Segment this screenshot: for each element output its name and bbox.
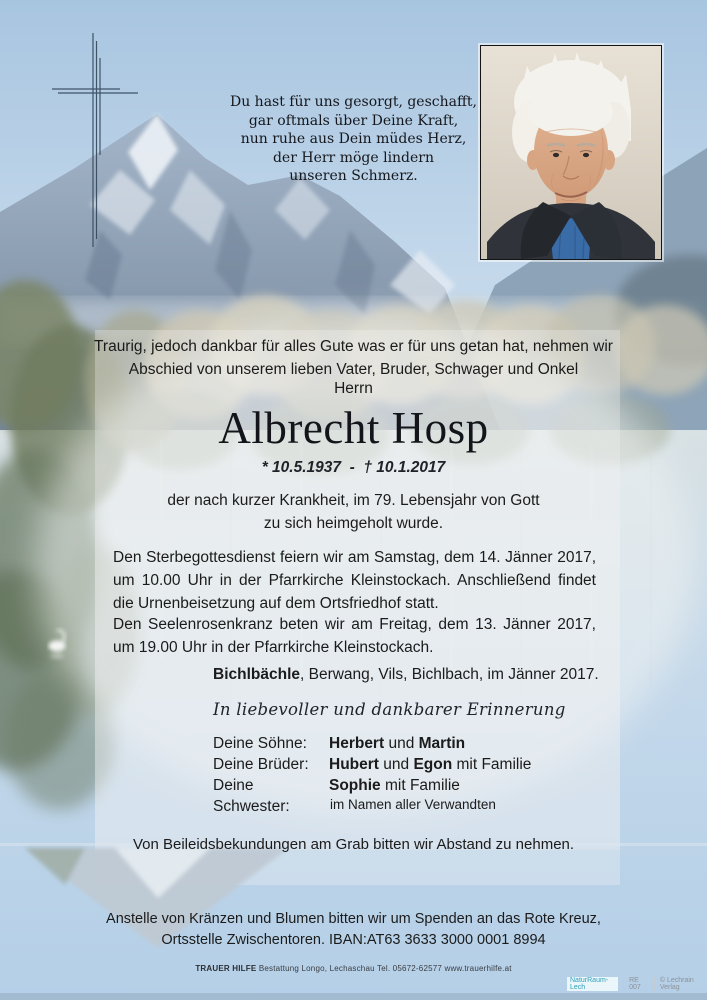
rosary-paragraph: Den Seelenrosenkranz beten wir am Freitag, dem 13. Jänner 2017, um 19.00 Uhr in der Pfarrkirche Kleinstockach. (113, 616, 596, 656)
poem-line: Du hast für uns gesorgt, geschafft, (229, 94, 478, 110)
place-date-line (213, 666, 599, 684)
family-name: Martin (418, 735, 466, 752)
family-closing: im Namen aller Verwandten (330, 797, 496, 812)
family-name: Egon (413, 756, 453, 773)
family-suffix: mit Familie (380, 777, 460, 794)
donation-line-2: Ortsstelle Zwischentoren. IBAN:AT63 3633 3000 0001 8994 (161, 931, 546, 948)
funeral-home-footer (0, 964, 707, 973)
poem-line: unseren Schmerz. (289, 168, 418, 184)
family-label: Deine Schwester: (213, 777, 290, 815)
family-row (213, 754, 531, 775)
publisher-imprint (567, 977, 707, 991)
imprint-copyright: © Lechrain Verlag (654, 977, 707, 991)
family-conjunction: und (378, 756, 414, 773)
poem-line: der Herr möge lindern (272, 149, 435, 166)
family-label: Deine Brüder: (213, 756, 309, 773)
family-name: Hubert (329, 756, 379, 773)
passing-line-1: der nach kurzer Krankheit, im 79. Lebensjahr von Gott (167, 492, 540, 509)
imprint-code: RE 007 (623, 977, 649, 991)
family-label: Deine Söhne: (213, 735, 307, 752)
imprint-series: NaturRaum-Lech (567, 977, 618, 991)
intro-line-2: Abschied von unserem lieben Vater, Bruder, Schwager und Onkel (128, 360, 579, 378)
family-suffix: mit Familie (452, 756, 532, 773)
poem-line: nun ruhe aus Dein müdes Herz, (240, 131, 467, 147)
family-names (329, 754, 531, 775)
passing-text (0, 490, 707, 535)
salutation: Herrn (334, 380, 373, 397)
place-name: Bichlbächle (213, 666, 300, 683)
family-name: Herbert (329, 735, 385, 752)
funeral-home-brand: TRAUER HILFE (195, 964, 257, 973)
family-name: Sophie (329, 777, 381, 794)
family-conjunction: und (384, 735, 419, 752)
family-names (329, 733, 465, 754)
donation-line-1: Anstelle von Kränzen und Blumen bitten wir um Spenden an das Rote Kreuz, (106, 911, 601, 927)
intro-text (0, 336, 707, 381)
condolence-note: Von Beileidsbekundungen am Grab bitten wir Abstand zu nehmen. (132, 836, 575, 853)
life-dates: * 10.5.1937 - † 10.1.2017 (261, 459, 446, 476)
poem (0, 93, 707, 186)
service-paragraph: Den Sterbegottesdienst feiern wir am Samstag, dem 14. Jänner 2017, um 10.00 Uhr in der Pfarrkirche Kleinstockach. Anschließend findet die Urnenbeisetzung auf dem Ortsfriedhof statt. (113, 549, 596, 612)
family-row (213, 733, 531, 754)
intro-line-1: Traurig, jedoch dankbar für alles Gute was er für uns getan hat, nehmen wir (94, 338, 613, 355)
passing-line-2: zu sich heimgeholt wurde. (263, 514, 444, 532)
funeral-home-details: Bestattung Longo, Lechaschau Tel. 05672-62577 www.trauerhilfe.at (256, 964, 512, 973)
deceased-name: Albrecht Hosp (218, 403, 489, 453)
poem-line: gar oftmals über Deine Kraft, (248, 112, 459, 129)
donation-note (0, 909, 707, 950)
place-date-rest: , Berwang, Vils, Bichlbach, im Jänner 2017. (300, 666, 599, 683)
remembrance-line: In liebevoller und dankbarer Erinnerung (213, 700, 566, 719)
